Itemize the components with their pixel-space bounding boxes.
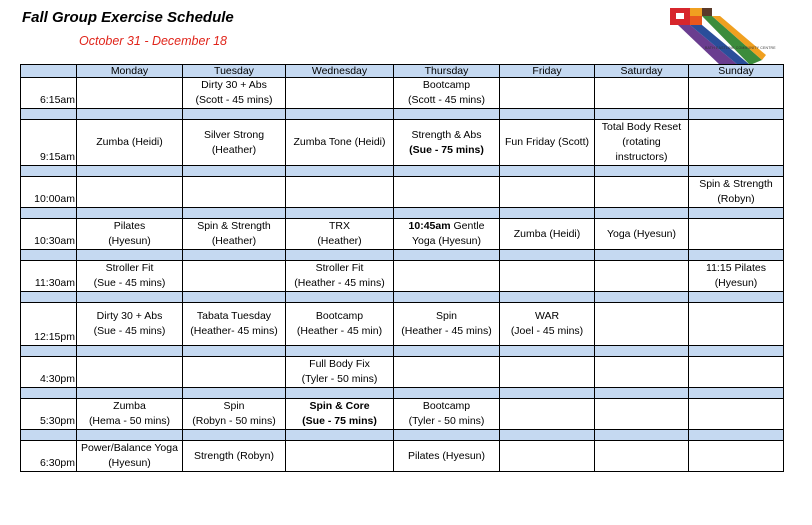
separator-cell [689,430,784,441]
class-line: (Heather) [317,235,362,247]
class-cell-wednesday [286,303,394,346]
class-line: Zumba [113,400,146,412]
separator-cell [595,166,689,177]
time-label: 12:15pm [21,303,77,346]
class-cell-monday [77,177,183,208]
class-line: (Scott - 45 mins) [407,94,486,106]
class-cell-sunday [689,177,784,208]
class-line: Bootcamp [422,79,471,91]
class-cell-friday [500,219,595,250]
separator-cell [689,166,784,177]
time-slot-row [21,399,784,430]
time-label: 5:30pm [21,399,77,430]
separator-cell [500,346,595,357]
separator-cell [21,250,77,261]
separator-cell [77,166,183,177]
class-line: Pilates (Hyesun) [407,449,486,462]
separator-cell [21,292,77,303]
class-cell-wednesday [286,399,394,430]
separator-cell [394,292,500,303]
class-cell-thursday [394,303,500,346]
class-line: Spin [223,400,245,412]
class-cell-sunday [689,78,784,109]
class-line: Zumba Tone (Heidi) [293,136,386,148]
separator-cell [183,292,286,303]
class-cell-sunday [689,357,784,388]
class-cell-friday [500,303,595,346]
separator-cell [689,109,784,120]
separator-cell [394,430,500,441]
class-line: Spin & Strength [197,220,271,232]
class-cell-friday [500,261,595,292]
class-line: Tabata Tuesday [196,310,272,322]
class-cell-monday [77,219,183,250]
class-line: Stroller Fit [105,262,154,274]
class-cell-saturday [595,357,689,388]
class-cell-friday [500,357,595,388]
time-label: 6:15am [21,78,77,109]
separator-cell [77,292,183,303]
class-cell-monday [77,78,183,109]
class-line: (Robyn - 50 mins) [192,415,276,427]
time-label: 11:30am [21,261,77,292]
separator-cell [500,109,595,120]
class-cell-sunday [689,261,784,292]
class-cell-friday [500,177,595,208]
class-line: Bootcamp [422,400,471,412]
date-range-subtitle: October 31 - December 18 [79,34,227,48]
day-header: Wednesday [286,65,394,78]
class-cell-saturday [595,399,689,430]
class-cell-friday [500,399,595,430]
separator-cell [183,109,286,120]
day-header-row [21,65,784,78]
separator-cell [689,388,784,399]
class-line: 10:45am Gentle [408,220,485,232]
separator-cell [21,388,77,399]
class-cell-sunday [689,399,784,430]
class-cell-saturday [595,120,689,166]
class-cell-thursday [394,78,500,109]
separator-cell [21,208,77,219]
separator-cell [500,430,595,441]
day-header: Tuesday [183,65,286,78]
separator-cell [286,208,394,219]
class-cell-thursday [394,120,500,166]
separator-cell [689,208,784,219]
class-cell-wednesday [286,261,394,292]
class-line: (Heather - 45 mins) [401,325,492,337]
class-line: Total Body Reset [601,121,682,133]
separator-cell [394,388,500,399]
schedule-table [20,64,784,472]
class-line: Spin [435,310,457,322]
class-cell-saturday [595,441,689,472]
separator-cell [595,292,689,303]
separator-cell [500,388,595,399]
class-line: (Heather- 45 mins) [190,325,278,337]
separator-row [21,346,784,357]
separator-cell [21,166,77,177]
class-cell-tuesday [183,219,286,250]
corner-cell [21,65,77,78]
class-cell-tuesday [183,303,286,346]
separator-cell [21,346,77,357]
class-line: (Heather) [211,235,257,247]
class-line: (Hyesun) [714,277,758,289]
class-line: WAR [534,310,560,322]
time-label: 4:30pm [21,357,77,388]
class-cell-sunday [689,120,784,166]
class-cell-wednesday [286,78,394,109]
class-cell-sunday [689,219,784,250]
bold-time: 10:45am [408,220,451,232]
class-cell-thursday [394,261,500,292]
class-cell-tuesday [183,399,286,430]
time-label: 10:30am [21,219,77,250]
separator-cell [183,166,286,177]
separator-cell [77,388,183,399]
separator-cell [286,346,394,357]
class-line: Dirty 30 + Abs [96,310,163,322]
separator-row [21,109,784,120]
separator-cell [500,166,595,177]
time-label: 10:00am [21,177,77,208]
class-cell-tuesday [183,261,286,292]
separator-cell [595,250,689,261]
class-line: Yoga (Hyesun) [411,235,482,247]
separator-cell [286,166,394,177]
class-line: Zumba (Heidi) [513,227,581,240]
separator-cell [183,208,286,219]
separator-cell [595,109,689,120]
class-cell-wednesday [286,219,394,250]
class-cell-friday [500,120,595,166]
time-slot-row [21,441,784,472]
class-line: (Heather - 45 min) [296,325,383,337]
separator-cell [595,388,689,399]
class-cell-monday [77,357,183,388]
logo-caption: BATH EASTLINK COMMUNITY CENTRE [705,46,776,50]
separator-row [21,208,784,219]
class-line: (Tyler - 50 mins) [408,415,485,427]
class-cell-monday [77,261,183,292]
time-slot-row [21,261,784,292]
class-cell-monday [77,441,183,472]
class-line: Spin & Strength [699,178,773,190]
time-label: 9:15am [21,120,77,166]
class-cell-thursday [394,177,500,208]
class-cell-saturday [595,261,689,292]
separator-cell [183,250,286,261]
class-line: (Robyn) [717,193,755,205]
class-line: (Heather) [211,143,257,156]
class-line: Bootcamp [315,310,364,322]
class-line: (Sue - 75 mins) [302,415,377,427]
class-line: Dirty 30 + Abs [201,79,267,91]
schedule-body [21,78,784,472]
separator-cell [500,250,595,261]
class-cell-tuesday [183,441,286,472]
class-cell-monday [77,303,183,346]
separator-row [21,166,784,177]
separator-cell [689,346,784,357]
separator-cell [500,208,595,219]
separator-cell [77,208,183,219]
page-title: Fall Group Exercise Schedule [22,9,234,26]
class-line: (Scott - 45 mins) [195,94,273,106]
class-cell-tuesday [183,357,286,388]
separator-cell [394,166,500,177]
class-line: instructors) [615,151,668,163]
day-header: Monday [77,65,183,78]
class-cell-thursday [394,441,500,472]
class-line: (Sue - 45 mins) [93,277,166,289]
community-centre-logo-icon [668,5,768,65]
class-cell-wednesday [286,177,394,208]
separator-cell [689,250,784,261]
class-cell-tuesday [183,177,286,208]
separator-row [21,250,784,261]
time-slot-row [21,78,784,109]
class-cell-sunday [689,441,784,472]
separator-cell [183,430,286,441]
class-line: Full Body Fix [309,358,370,370]
class-line: Power/Balance Yoga [81,442,178,454]
time-slot-row [21,177,784,208]
class-cell-thursday [394,399,500,430]
separator-cell [595,346,689,357]
class-cell-saturday [595,219,689,250]
separator-cell [500,292,595,303]
separator-cell [286,250,394,261]
separator-cell [183,346,286,357]
separator-cell [77,109,183,120]
separator-cell [286,388,394,399]
time-slot-row [21,219,784,250]
separator-cell [595,430,689,441]
class-cell-friday [500,78,595,109]
class-cell-friday [500,441,595,472]
class-line: (Sue - 45 mins) [93,325,166,337]
class-cell-wednesday [286,357,394,388]
class-line: Silver Strong [203,128,265,141]
separator-row [21,292,784,303]
class-line: Stroller Fit [315,262,364,274]
class-line: Zumba (Heidi) [96,136,163,148]
class-line: (rotating [622,136,661,148]
class-line: Strength (Robyn) [194,449,274,462]
class-line: (Hyesun) [108,235,151,247]
separator-cell [394,208,500,219]
day-header: Sunday [689,65,784,78]
separator-cell [77,250,183,261]
separator-cell [21,109,77,120]
class-line: (Tyler - 50 mins) [301,373,378,385]
separator-cell [689,292,784,303]
class-line: 11:15 Pilates [706,262,766,274]
class-cell-thursday [394,219,500,250]
separator-cell [286,292,394,303]
separator-cell [595,208,689,219]
separator-cell [21,430,77,441]
class-line: (Joel - 45 mins) [510,325,584,337]
class-cell-saturday [595,177,689,208]
class-line: Fun Friday (Scott) [504,136,590,148]
class-cell-saturday [595,78,689,109]
day-header: Friday [500,65,595,78]
class-cell-thursday [394,357,500,388]
separator-cell [286,109,394,120]
separator-cell [394,346,500,357]
separator-row [21,430,784,441]
separator-cell [77,430,183,441]
class-cell-saturday [595,303,689,346]
class-cell-wednesday [286,120,394,166]
class-line: (Heather - 45 mins) [294,277,385,289]
class-cell-tuesday [183,78,286,109]
time-slot-row [21,303,784,346]
separator-cell [394,109,500,120]
separator-cell [183,388,286,399]
class-line: Strength & Abs [411,128,482,141]
day-header: Saturday [595,65,689,78]
separator-cell [286,430,394,441]
class-line: Pilates [113,220,146,232]
time-slot-row [21,357,784,388]
class-line: (Hyesun) [108,457,151,469]
day-header: Thursday [394,65,500,78]
separator-row [21,388,784,399]
separator-cell [394,250,500,261]
class-line: (Sue - 75 mins) [409,143,484,156]
class-cell-wednesday [286,441,394,472]
separator-cell [77,346,183,357]
class-line: (Hema - 50 mins) [88,415,171,427]
time-slot-row [21,120,784,166]
class-cell-monday [77,120,183,166]
class-cell-sunday [689,303,784,346]
class-line: Spin & Core [309,400,370,412]
class-line: TRX [329,220,350,232]
class-line: Yoga (Hyesun) [606,227,677,240]
class-cell-tuesday [183,120,286,166]
class-cell-monday [77,399,183,430]
time-label: 6:30pm [21,441,77,472]
